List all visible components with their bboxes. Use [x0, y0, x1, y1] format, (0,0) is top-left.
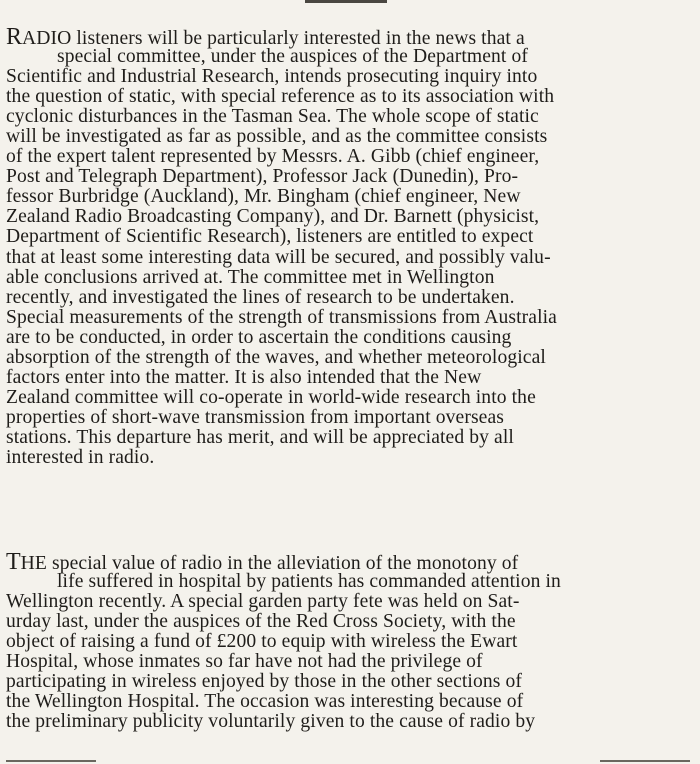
article-line: properties of short-wave transmission from important overseas [6, 406, 505, 428]
bottom-rule-left [6, 760, 96, 762]
article-line: life suffered in hospital by patients has commanded attention in [57, 571, 561, 593]
top-rule [305, 0, 387, 3]
article-line: recently, and investigated the lines of research to be undertaken. [6, 286, 515, 308]
article-line: Zealand Radio Broadcasting Company), and Dr. Barnett (physicist, [6, 206, 540, 228]
drop-cap: R [6, 24, 23, 50]
bottom-rule-right [600, 760, 690, 762]
article-line: Wellington recently. A special garden party fete was held on Sat- [6, 591, 520, 613]
article-line: Special measurements of the strength of transmissions from Australia [6, 306, 557, 328]
article-line: Hospital, whose inmates so far have not had the privilege of [6, 651, 483, 673]
article-line: THE special value of radio in the alleviation of the monotony of [6, 549, 519, 575]
article-line: the Wellington Hospital. The occasion was interesting because of [6, 691, 524, 713]
article-line: that at least some interesting data will be secured, and possibly valu- [6, 246, 551, 268]
article-line: interested in radio. [6, 446, 155, 468]
article-line: the preliminary publicity voluntarily given to the cause of radio by [6, 711, 536, 733]
article-line: RADIO listeners will be particularly interested in the news that a [6, 24, 525, 50]
article-line: Scientific and Industrial Research, intends prosecuting inquiry into [6, 66, 538, 88]
article-line: object of raising a fund of £200 to equip with wireless the Ewart [6, 631, 518, 653]
article-line: participating in wireless enjoyed by those in the other sections of [6, 671, 523, 693]
article-line: absorption of the strength of the waves, and whether meteorological [6, 346, 546, 368]
article-line: the question of static, with special reference as to its association with [6, 86, 555, 108]
article-line: urday last, under the auspices of the Red Cross Society, with the [6, 611, 516, 633]
article-line: will be investigated as far as possible, and as the committee consists [6, 126, 548, 148]
article-line: fessor Burbridge (Auckland), Mr. Bingham (chief engineer, New [6, 186, 521, 208]
article-line: are to be conducted, in order to ascertain the conditions causing [6, 326, 512, 348]
article-hospital-radio-fund [6, 549, 674, 733]
article-line: cyclonic disturbances in the Tasman Sea. The whole scope of static [6, 106, 539, 128]
article-line: special committee, under the auspices of the Department of [57, 46, 528, 68]
article-line: Post and Telegraph Department), Professor Jack (Dunedin), Pro- [6, 166, 519, 188]
article-line: factors enter into the matter. It is also intended that the New [6, 366, 482, 388]
drop-cap: T [6, 549, 21, 575]
article-line: Zealand committee will co-operate in world-wide research into the [6, 386, 536, 408]
article-line: able conclusions arrived at. The committee met in Wellington [6, 266, 495, 288]
article-line: Department of Scientific Research), listeners are entitled to expect [6, 226, 534, 248]
article-radio-static-committee [6, 24, 674, 468]
article-line: stations. This departure has merit, and will be appreciated by all [6, 426, 514, 448]
article-line: of the expert talent represented by Messrs. A. Gibb (chief engineer, [6, 146, 540, 168]
